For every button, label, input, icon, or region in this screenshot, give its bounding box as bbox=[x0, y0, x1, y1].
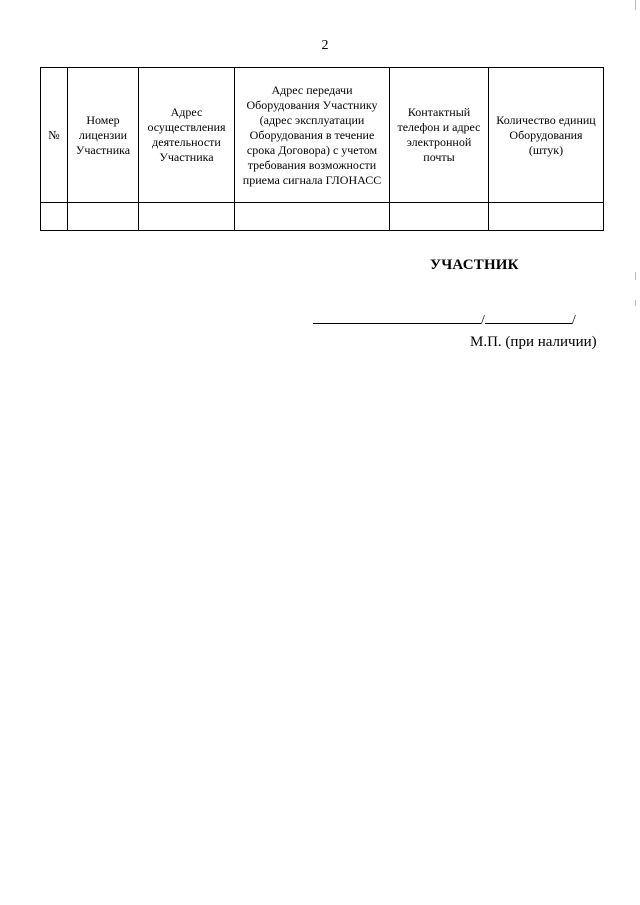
participant-title: УЧАСТНИК bbox=[430, 257, 519, 273]
table-cell bbox=[390, 203, 489, 231]
signature-separator: / bbox=[481, 313, 485, 328]
scan-edge-mark bbox=[635, 300, 636, 306]
table-row bbox=[41, 203, 604, 231]
seal-note: М.П. (при наличии) bbox=[470, 334, 597, 350]
header-delivery-address: Адрес передачи Оборудования Участнику (адрес эксплуатации Оборудования в течение срока Договора) с учетом требования возможности приема сигнала ГЛОНАСС bbox=[235, 68, 390, 203]
header-equipment-quantity: Количество единиц Оборудования (штук) bbox=[489, 68, 604, 203]
scan-edge-mark bbox=[635, 0, 636, 10]
page-number: 2 bbox=[321, 38, 329, 53]
table-cell bbox=[41, 203, 68, 231]
table-cell bbox=[68, 203, 139, 231]
header-contact-info: Контактный телефон и адрес электронной почты bbox=[390, 68, 489, 203]
signature-name-blank bbox=[313, 309, 481, 324]
table-header-row bbox=[41, 68, 604, 203]
header-activity-address: Адрес осуществления деятельности Участника bbox=[139, 68, 235, 203]
signature-line bbox=[313, 309, 576, 329]
header-license-number: Номер лицензии Участника bbox=[68, 68, 139, 203]
equipment-table bbox=[40, 67, 604, 231]
signature-initials-blank bbox=[485, 309, 572, 324]
scan-edge-mark bbox=[635, 272, 636, 280]
signature-separator: / bbox=[571, 313, 576, 328]
table-cell bbox=[235, 203, 390, 231]
table-cell bbox=[139, 203, 235, 231]
table-cell bbox=[489, 203, 604, 231]
header-number: № bbox=[41, 68, 68, 203]
